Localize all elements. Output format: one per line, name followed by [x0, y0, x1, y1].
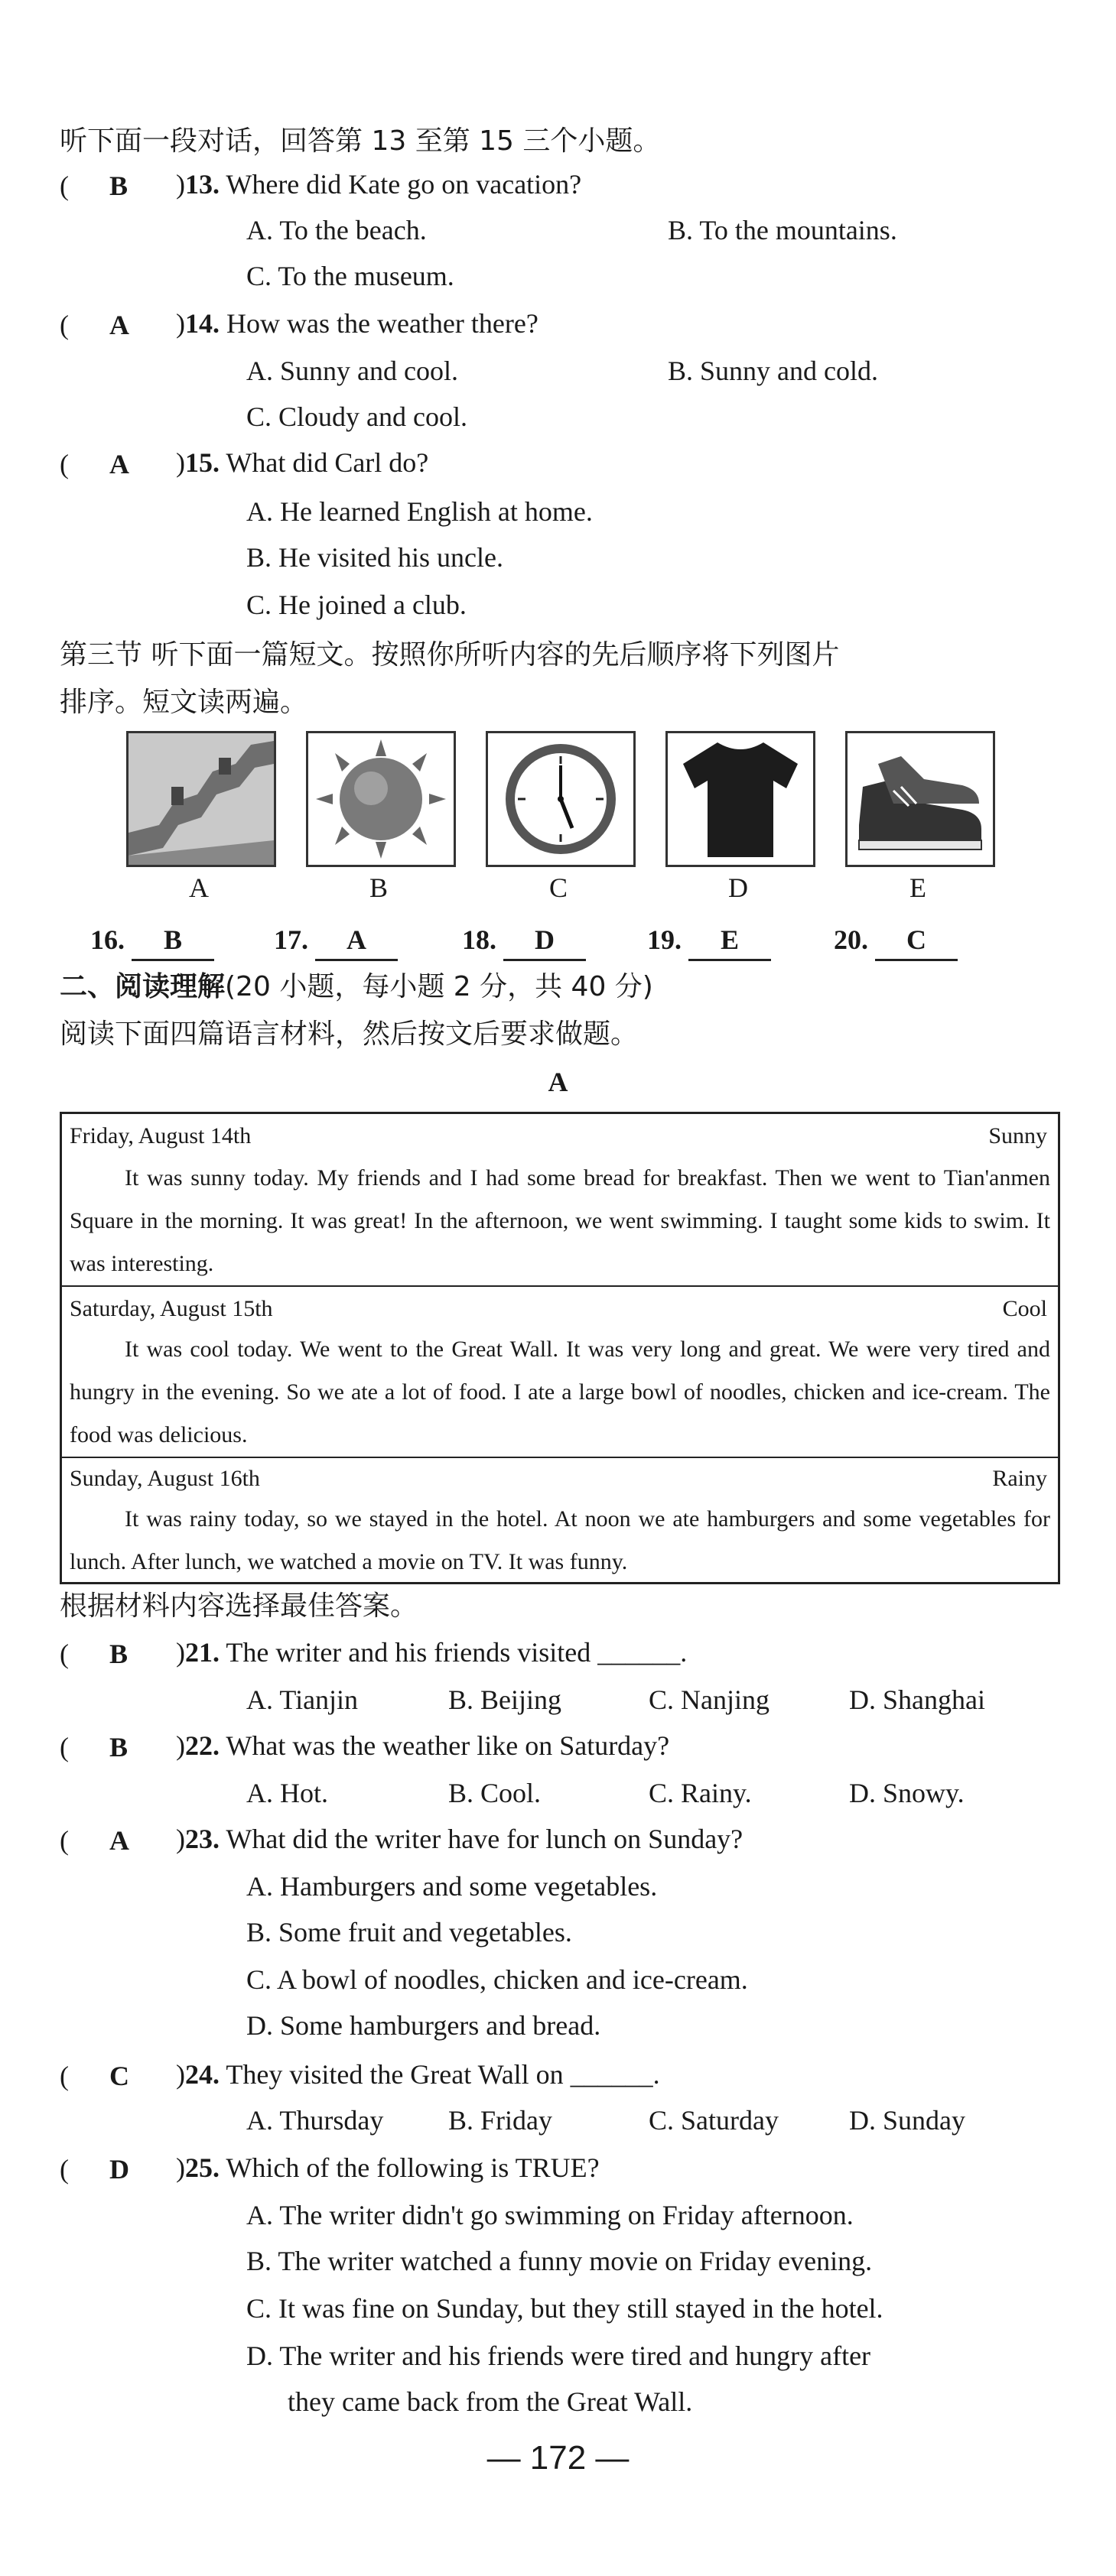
- question-number: 13.: [185, 169, 220, 200]
- ordering-17: [274, 921, 398, 961]
- answer-21: B: [109, 1639, 129, 1669]
- answer-25: D: [109, 2154, 129, 2185]
- part2-heading-rest: (20 小题，每小题 2 分，共 40 分): [225, 971, 653, 1002]
- picture-b: [306, 731, 456, 867]
- sneakers-icon: [848, 733, 993, 865]
- question-24: )24. They visited the Great Wall on ______.: [176, 2059, 660, 2090]
- answer-paren-open: (: [60, 2154, 69, 2185]
- option: B. Friday: [448, 2105, 553, 2136]
- diary-date: Saturday, August 15th: [70, 1296, 273, 1321]
- table-divider: [62, 1285, 1058, 1287]
- option: A. Tianjin: [246, 1684, 359, 1715]
- question-text: What did the writer have for lunch on Sunday?: [226, 1824, 743, 1854]
- option: B. Sunny and cold.: [668, 356, 878, 386]
- part2-heading-bold: 二、阅读理解: [60, 971, 226, 1002]
- option: D. Shanghai: [849, 1684, 985, 1715]
- option: A. The writer didn't go swimming on Friday afternoon.: [246, 2200, 854, 2230]
- diary-weather: Sunny: [988, 1123, 1047, 1148]
- question-number: 22.: [185, 1730, 220, 1761]
- answer-blank: D: [503, 921, 586, 961]
- blank-number: 18.: [462, 924, 496, 955]
- great-wall-icon: [129, 733, 274, 865]
- option: B. Some fruit and vegetables.: [246, 1917, 572, 1947]
- blank-number: 19.: [647, 924, 682, 955]
- option: C. He joined a club.: [246, 590, 467, 620]
- section3-instruction-line1: 第三节 听下面一篇短文。按照你所听内容的先后顺序将下列图片: [60, 639, 840, 671]
- tshirt-icon: [668, 733, 813, 865]
- picture-label: D: [728, 872, 748, 903]
- answer-14: A: [109, 310, 129, 340]
- option: C. To the museum.: [246, 261, 454, 291]
- option: D. Snowy.: [849, 1778, 965, 1808]
- answer-22: B: [109, 1732, 129, 1762]
- answer-paren-open: (: [60, 171, 69, 201]
- question-number: 15.: [185, 447, 220, 478]
- question-number: 23.: [185, 1824, 220, 1854]
- option: B. Beijing: [448, 1684, 562, 1715]
- answer-paren-open: (: [60, 449, 69, 479]
- picture-d: [665, 731, 815, 867]
- question-14: )14. How was the weather there?: [176, 308, 538, 339]
- question-number: 25.: [185, 2152, 220, 2183]
- option: C. Nanjing: [649, 1684, 769, 1715]
- picture-label: E: [909, 872, 926, 903]
- blank-number: 16.: [90, 924, 125, 955]
- question-text: The writer and his friends visited ______.: [226, 1637, 688, 1668]
- question-number: 24.: [185, 2059, 220, 2090]
- question-number: 21.: [185, 1637, 220, 1668]
- option-continuation: they came back from the Great Wall.: [288, 2386, 693, 2417]
- option: A. To the beach.: [246, 215, 427, 245]
- table-divider: [62, 1457, 1058, 1458]
- answer-24: C: [109, 2061, 129, 2091]
- ordering-19: [647, 921, 771, 961]
- ordering-16: [90, 921, 214, 961]
- question-22: )22. What was the weather like on Saturday?: [176, 1730, 670, 1761]
- answer-paren-open: (: [60, 1639, 69, 1669]
- question-text: Which of the following is TRUE?: [226, 2152, 600, 2183]
- question-text: They visited the Great Wall on ______.: [226, 2059, 660, 2090]
- page-number: — 172 —: [486, 2439, 630, 2477]
- blank-number: 20.: [834, 924, 868, 955]
- part2-heading: [60, 968, 653, 1006]
- picture-label: A: [189, 872, 209, 903]
- option: C. Saturday: [649, 2105, 779, 2136]
- diary-date: Friday, August 14th: [70, 1123, 252, 1148]
- diary-entry: It was cool today. We went to the Great Wall. It was very long and great. We were very tired and hungry in the evening. So we ate a lot of food. I ate a large bowl of noodles, chicken and ice-cream. The food was delicious.: [70, 1337, 1050, 1447]
- option: D. Sunday: [849, 2105, 965, 2136]
- question-15: )15. What did Carl do?: [176, 447, 429, 478]
- section3-instruction-line2: 排序。短文读两遍。: [60, 687, 308, 718]
- option: A. Thursday: [246, 2105, 384, 2136]
- option: C. Rainy.: [649, 1778, 752, 1808]
- question-text: How was the weather there?: [226, 308, 538, 339]
- option: D. Some hamburgers and bread.: [246, 2010, 601, 2041]
- reading-instruction: 根据材料内容选择最佳答案。: [60, 1590, 418, 1622]
- diary-date: Sunday, August 16th: [70, 1466, 260, 1491]
- option: B. The writer watched a funny movie on Friday evening.: [246, 2246, 873, 2276]
- question-21: )21. The writer and his friends visited ______.: [176, 1637, 688, 1668]
- picture-label: B: [369, 872, 388, 903]
- option: A. Sunny and cool.: [246, 356, 458, 386]
- answer-23: A: [109, 1825, 129, 1856]
- answer-blank: A: [315, 921, 398, 961]
- question-number: 14.: [185, 308, 220, 339]
- option: A. He learned English at home.: [246, 496, 593, 527]
- sun-icon: [308, 733, 454, 865]
- ordering-20: [834, 921, 958, 961]
- picture-a: [126, 731, 276, 867]
- answer-blank: C: [875, 921, 958, 961]
- option: C. Cloudy and cool.: [246, 401, 467, 432]
- blank-number: 17.: [274, 924, 308, 955]
- question-25: )25. Which of the following is TRUE?: [176, 2152, 600, 2183]
- question-13: )13. Where did Kate go on vacation?: [176, 169, 582, 200]
- option: B. To the mountains.: [668, 215, 897, 245]
- part2-instruction: 阅读下面四篇语言材料，然后按文后要求做题。: [60, 1018, 639, 1050]
- answer-paren-open: (: [60, 1732, 69, 1762]
- option: A. Hamburgers and some vegetables.: [246, 1871, 658, 1902]
- option: A. Hot.: [246, 1778, 328, 1808]
- answer-paren-open: (: [60, 1825, 69, 1856]
- picture-c: [486, 731, 636, 867]
- option: B. He visited his uncle.: [246, 542, 503, 573]
- diary-weather: Rainy: [992, 1466, 1047, 1491]
- answer-13: B: [109, 171, 129, 201]
- clock-icon: [488, 733, 633, 865]
- passage-label: A: [548, 1067, 568, 1097]
- diary-weather: Cool: [1002, 1296, 1047, 1321]
- option: B. Cool.: [448, 1778, 542, 1808]
- answer-paren-open: (: [60, 310, 69, 340]
- answer-blank: E: [688, 921, 771, 961]
- question-text: Where did Kate go on vacation?: [226, 169, 582, 200]
- option: C. A bowl of noodles, chicken and ice-cream.: [246, 1964, 748, 1995]
- section-instruction: 听下面一段对话，回答第 13 至第 15 三个小题。: [60, 125, 661, 157]
- answer-15: A: [109, 449, 129, 479]
- picture-e: [845, 731, 995, 867]
- ordering-18: [462, 921, 586, 961]
- answer-blank: B: [132, 921, 214, 961]
- answer-paren-open: (: [60, 2061, 69, 2091]
- option: D. The writer and his friends were tired and hungry after: [246, 2340, 871, 2371]
- option: C. It was fine on Sunday, but they still stayed in the hotel.: [246, 2293, 883, 2324]
- question-23: )23. What did the writer have for lunch on Sunday?: [176, 1824, 743, 1854]
- picture-label: C: [548, 872, 568, 903]
- diary-entry: It was rainy today, so we stayed in the hotel. At noon we ate hamburgers and some vegetables for lunch. After lunch, we watched a movie on TV. It was funny.: [70, 1506, 1050, 1574]
- diary-entry: It was sunny today. My friends and I had some bread for breakfast. Then we went to Tian'anmen Square in the morning. It was great! In the afternoon, we went swimming. I taught some kids to swim. It was interesting.: [70, 1165, 1050, 1276]
- question-text: What was the weather like on Saturday?: [226, 1730, 670, 1761]
- diary-table: [60, 1112, 1060, 1584]
- question-text: What did Carl do?: [226, 447, 429, 478]
